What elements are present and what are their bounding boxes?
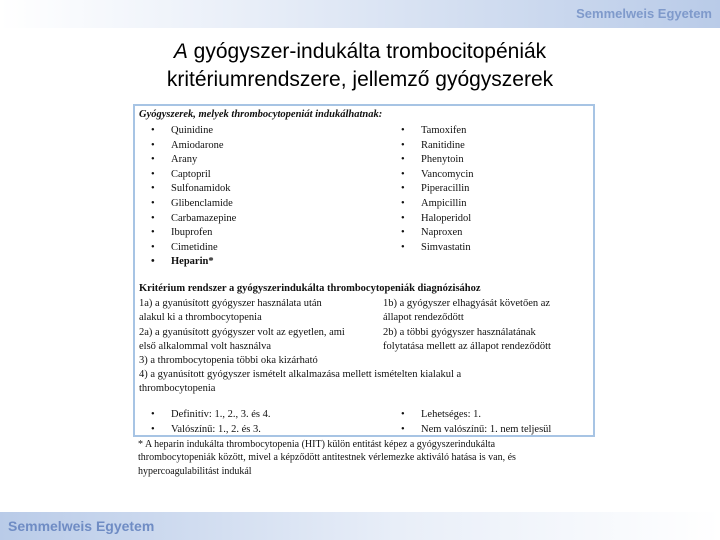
drug-item: • Amiodarone bbox=[139, 139, 236, 154]
drug-item: • Sulfonamidok bbox=[139, 182, 236, 197]
drug-item: • Tamoxifen bbox=[389, 124, 474, 139]
criterion-1a-line-1: 1a) a gyanúsított gyógyszer használata után bbox=[139, 298, 322, 309]
drug-item: • Captopril bbox=[139, 168, 236, 183]
title-rest: gyógyszer-indukálta trombocitopéniák bbox=[187, 40, 547, 63]
title-line-2: kritériumrendszere, jellemző gyógyszerek bbox=[166, 68, 554, 91]
summary-item: • Valószínű: 1., 2. és 3. bbox=[139, 423, 270, 438]
criterion-1b-line-2: állapot rendeződött bbox=[383, 312, 464, 323]
content-box bbox=[133, 104, 595, 437]
summary-item: • Nem valószínű: 1. nem teljesül bbox=[389, 423, 551, 438]
slide-title bbox=[0, 38, 720, 94]
drug-item: • Ranitidine bbox=[389, 139, 474, 154]
criterion-2a-line-1: 2a) a gyanúsított gyógyszer volt az egyetlen, ami bbox=[139, 327, 345, 338]
drug-item: • Carbamazepine bbox=[139, 212, 236, 227]
criterion-2b-line-1: 2b) a többi gyógyszer használatának bbox=[383, 327, 536, 338]
summary-item: • Definitív: 1., 2., 3. és 4. bbox=[139, 408, 270, 423]
drug-item: • Glibenclamide bbox=[139, 197, 236, 212]
footnote-line-3: hypercoagulabilitást indukál bbox=[138, 465, 252, 477]
criterion-4-line-2: thrombocytopenia bbox=[139, 383, 216, 394]
title-italic: A bbox=[173, 40, 188, 63]
drugs-heading: Gyógyszerek, melyek thrombocytopeniát indukálhatnak: bbox=[139, 109, 383, 120]
drug-item: • Ibuprofen bbox=[139, 226, 236, 241]
summary-left bbox=[139, 408, 270, 437]
footnote bbox=[138, 438, 598, 478]
drug-item: • Vancomycin bbox=[389, 168, 474, 183]
drug-list-right bbox=[389, 124, 474, 255]
criterion-1b-line-1: 1b) a gyógyszer elhagyását követően az bbox=[383, 298, 551, 309]
bottom-banner bbox=[0, 512, 720, 540]
drug-item: • Quinidine bbox=[139, 124, 236, 139]
footnote-line-1: * A heparin indukálta thrombocytopenia (HIT) külön entitást képez a gyógyszerindukálta bbox=[138, 439, 496, 450]
drug-item: • Arany bbox=[139, 153, 236, 168]
criterion-1a-line-2: alakul ki a thrombocytopenia bbox=[139, 312, 262, 323]
criterion-3: 3) a thrombocytopenia többi oka kizárható bbox=[139, 355, 318, 366]
top-banner bbox=[0, 0, 720, 28]
criterion-2a-line-2: első alkalommal volt használva bbox=[139, 341, 272, 352]
drug-item-heparin: • Heparin* bbox=[139, 255, 236, 270]
drug-item: • Naproxen bbox=[389, 226, 474, 241]
drug-item: • Ampicillin bbox=[389, 197, 474, 212]
drug-item: • Simvastatin bbox=[389, 241, 474, 256]
summary-item: • Lehetséges: 1. bbox=[389, 408, 551, 423]
footnote-line-2: thrombocytopeniák között, mivel a képződött antitestnek vérlemezke aktiváló hatása is van, és bbox=[138, 452, 516, 464]
brand-logo-top: Semmelweis Egyetem bbox=[576, 6, 712, 21]
criterion-4-line-1: 4) a gyanúsított gyógyszer ismételt alkalmazása mellett ismételten kialakul a bbox=[139, 369, 462, 380]
drug-item: • Cimetidine bbox=[139, 241, 236, 256]
criteria-heading: Kritérium rendszer a gyógyszerindukálta thrombocytopeniák diagnózisához bbox=[139, 283, 481, 294]
drug-item: • Haloperidol bbox=[389, 212, 474, 227]
drug-item: • Phenytoin bbox=[389, 153, 474, 168]
criterion-2b-line-2: folytatása mellett az állapot rendeződött bbox=[383, 341, 551, 352]
drug-item: • Piperacillin bbox=[389, 182, 474, 197]
title-line-1 bbox=[0, 38, 720, 66]
brand-logo-bottom: Semmelweis Egyetem bbox=[8, 518, 155, 534]
summary-right bbox=[389, 408, 551, 437]
drug-list-left bbox=[139, 124, 236, 270]
